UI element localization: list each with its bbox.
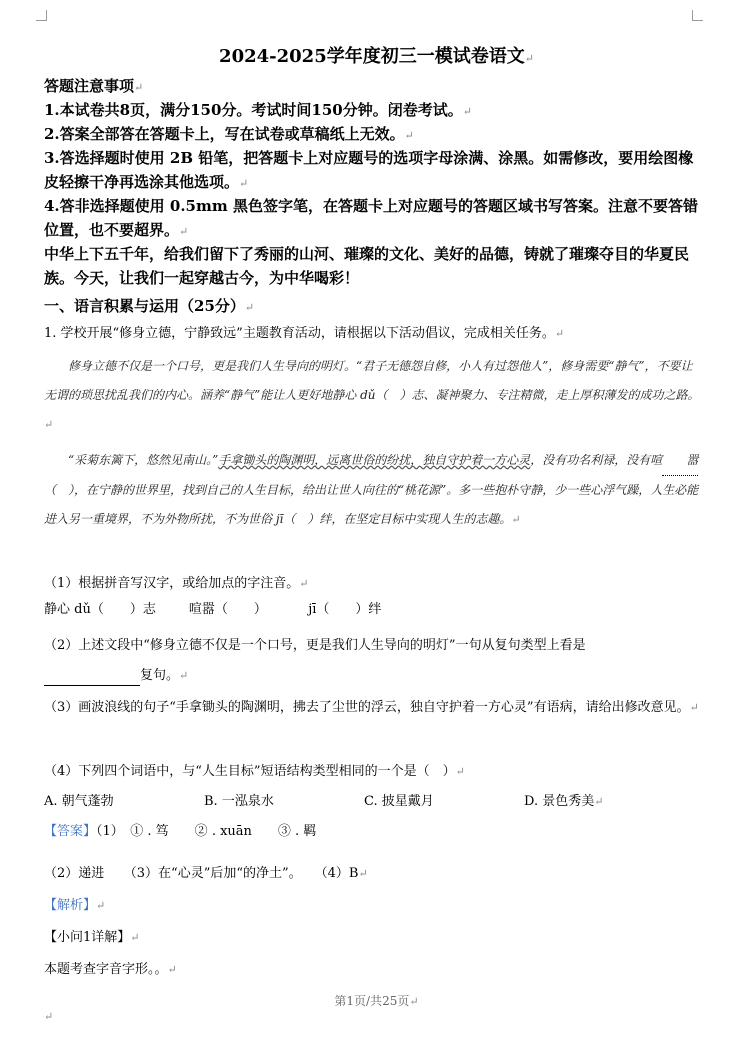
- item-xuanxiao: 喧嚣（ ）: [188, 602, 267, 617]
- subquestion-1: （1）根据拼音写汉字，或给加点的字注音。↵: [44, 576, 309, 591]
- subquestion-2: （2）上述文段中“修身立德不仅是一个口号，更是我们人生导向的明灯”一句从复句类型上看是: [44, 638, 586, 653]
- option-b: B. 一泓泉水: [204, 794, 274, 809]
- subquestion-4: （4）下列四个词语中，与“人生目标”短语结构类型相同的一个是（ ）↵: [44, 764, 465, 779]
- subquestion-2-blank-line: 复句。↵: [44, 666, 704, 686]
- section-heading: 一、语言积累与运用（25分）↵: [44, 297, 255, 315]
- detail-tag: 【小问1详解】↵: [44, 930, 140, 945]
- wavy-underlined-sentence: 手拿锄头的陶渊明，远离世俗的纷扰，独自守护着一方心灵: [218, 453, 531, 467]
- item-ji: jī（ ）绊: [308, 602, 382, 617]
- answer-tag: 【答案】: [44, 824, 97, 839]
- margin-corner-mark: [692, 10, 703, 21]
- intro-paragraph: 中华上下五千年，给我们留下了秀丽的山河、璀璨的文化、美好的品德，铸就了璀璨夺目的华夏民族。今天，让我们一起穿越古今，为中华喝彩！: [44, 245, 690, 287]
- options-row: A. 朝气蓬勃 B. 一泓泉水 C. 披星戴月 D. 景色秀美↵: [44, 792, 704, 812]
- dotted-character: 嚣: [662, 446, 698, 476]
- margin-corner-mark: [36, 10, 47, 21]
- notice-3: 3.答选择题时使用 2B 铅笔，把答题卡上对应题号的选项字母涂满、涂黑。如需修改，要用绘图橡皮轻擦干净再选涂其他选项。↵: [44, 149, 694, 191]
- question-1: 1. 学校开展“修身立德，宁静致远”主题教育活动，请根据以下活动倡议，完成相关任务。↵: [44, 326, 565, 341]
- answer-blank: [44, 671, 140, 686]
- option-d: D. 景色秀美: [524, 794, 595, 809]
- passage-paragraph-2: “采菊东篱下，悠然见南山。”手拿锄头的陶渊明，远离世俗的纷扰，独自守护着一方心灵，没有功名利禄，没有喧 嚣（ ），在宁静的世界里，找到自己的人生目标，给出让世人向往的“桃花源”。多一些抱朴守静，少一些心浮气躁，人生必能进入另一重境界，不为外物所扰，不为世俗 jī（ ）绊，在坚定目标中实现人生的志趣。↵: [44, 446, 704, 534]
- page-footer: 第1页/共25页↵: [334, 994, 419, 1008]
- paragraph-mark: ↵: [44, 1010, 54, 1023]
- passage-paragraph-1: 修身立德不仅是一个口号，更是我们人生导向的明灯。“君子无德怨自修，小人有过怨他人”，修身需要“静气”，不要让无谓的琐思扰乱我们的内心。涵养“静气”能让人更好地静心 dǔ（ ）志、凝神聚力、专注精微，走上厚积薄发的成功之路。↵: [44, 359, 700, 431]
- subquestion-1-items: [44, 600, 704, 620]
- option-c: C. 披星戴月: [364, 794, 434, 809]
- notice-1: 1.本试卷共8页，满分150分。考试时间150分钟。闭卷考试。↵: [44, 101, 472, 119]
- subquestion-3: （3）画波浪线的句子“手拿锄头的陶渊明，拂去了尘世的浮云，独自守护着一方心灵”有语病，请给出修改意见。↵: [44, 700, 699, 715]
- item-du: 静心 dǔ（ ）志: [44, 602, 156, 617]
- page-title: 2024-2025学年度初三一模试卷语文↵: [219, 46, 534, 67]
- option-a: A. 朝气蓬勃: [44, 794, 114, 809]
- answer-line-2: （2）递进 （3）在“心灵”后加“的净土”。 （4）B↵: [44, 866, 368, 881]
- detail-text: 本题考查字音字形。。↵: [44, 962, 177, 977]
- notice-4: 4.答非选择题使用 0.5mm 黑色签字笔，在答题卡上对应题号的答题区域书写答案。注意不要答错位置，也不要超界。↵: [44, 197, 698, 239]
- answer-line-1: 【答案】（1） ① . 笃 ② . xuān ③ . 羁: [44, 824, 317, 839]
- notice-2: 2.答案全部答在答题卡上，写在试卷或草稿纸上无效。↵: [44, 125, 414, 143]
- notice-heading: 答题注意事项↵: [44, 77, 144, 95]
- analysis-tag: 【解析】↵: [44, 898, 106, 913]
